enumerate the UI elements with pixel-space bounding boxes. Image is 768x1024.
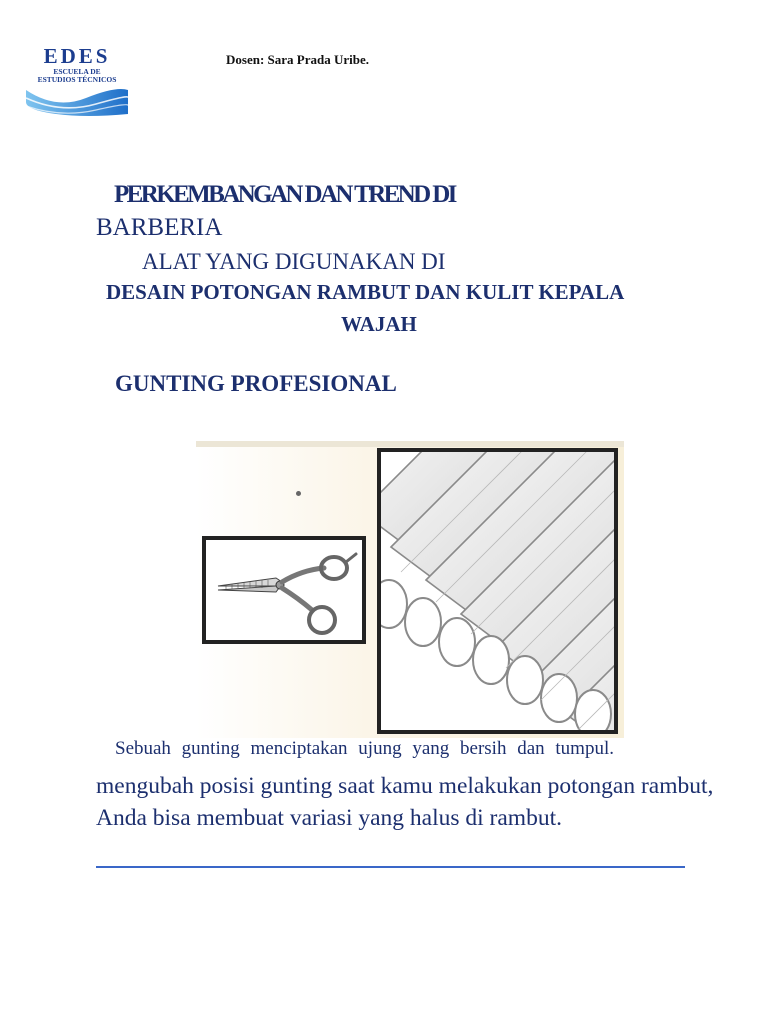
hair-strands-icon (381, 452, 614, 730)
title-line-5: WAJAH (341, 312, 417, 336)
pin-mark (296, 491, 301, 496)
title-line-2: BARBERIA (96, 214, 223, 241)
divider-line (96, 866, 685, 868)
logo-wave-icon (26, 84, 128, 118)
body-paragraph: mengubah posisi gunting saat kamu melakukan potongan rambut, Anda bisa membuat variasi yang halus di rambut. (96, 773, 714, 831)
figure-caption: Sebuah gunting menciptakan ujung yang bersih dan tumpul. (115, 738, 614, 759)
scissors-icon (206, 540, 362, 640)
scissors-inset (202, 536, 366, 644)
title-line-1: PERKEMBANGAN DAN TREND DI (114, 181, 455, 208)
title-line-3: ALAT YANG DIGUNAKAN DI (142, 249, 446, 274)
lecturer-name: Dosen: Sara Prada Uribe. (226, 52, 369, 67)
logo-line-2: ESTUDIOS TÉCNICOS (37, 75, 117, 84)
figure-top-band (196, 441, 624, 447)
logo-line-1: ESCUELA DE (53, 67, 101, 76)
edes-logo (26, 44, 128, 118)
hair-strands-inset (377, 448, 618, 734)
title-line-4: DESAIN POTONGAN RAMBUT DAN KULIT KEPALA (106, 280, 625, 304)
section-heading: GUNTING PROFESIONAL (115, 371, 397, 396)
scissors-figure (196, 441, 624, 738)
logo-name: EDES (43, 44, 111, 68)
